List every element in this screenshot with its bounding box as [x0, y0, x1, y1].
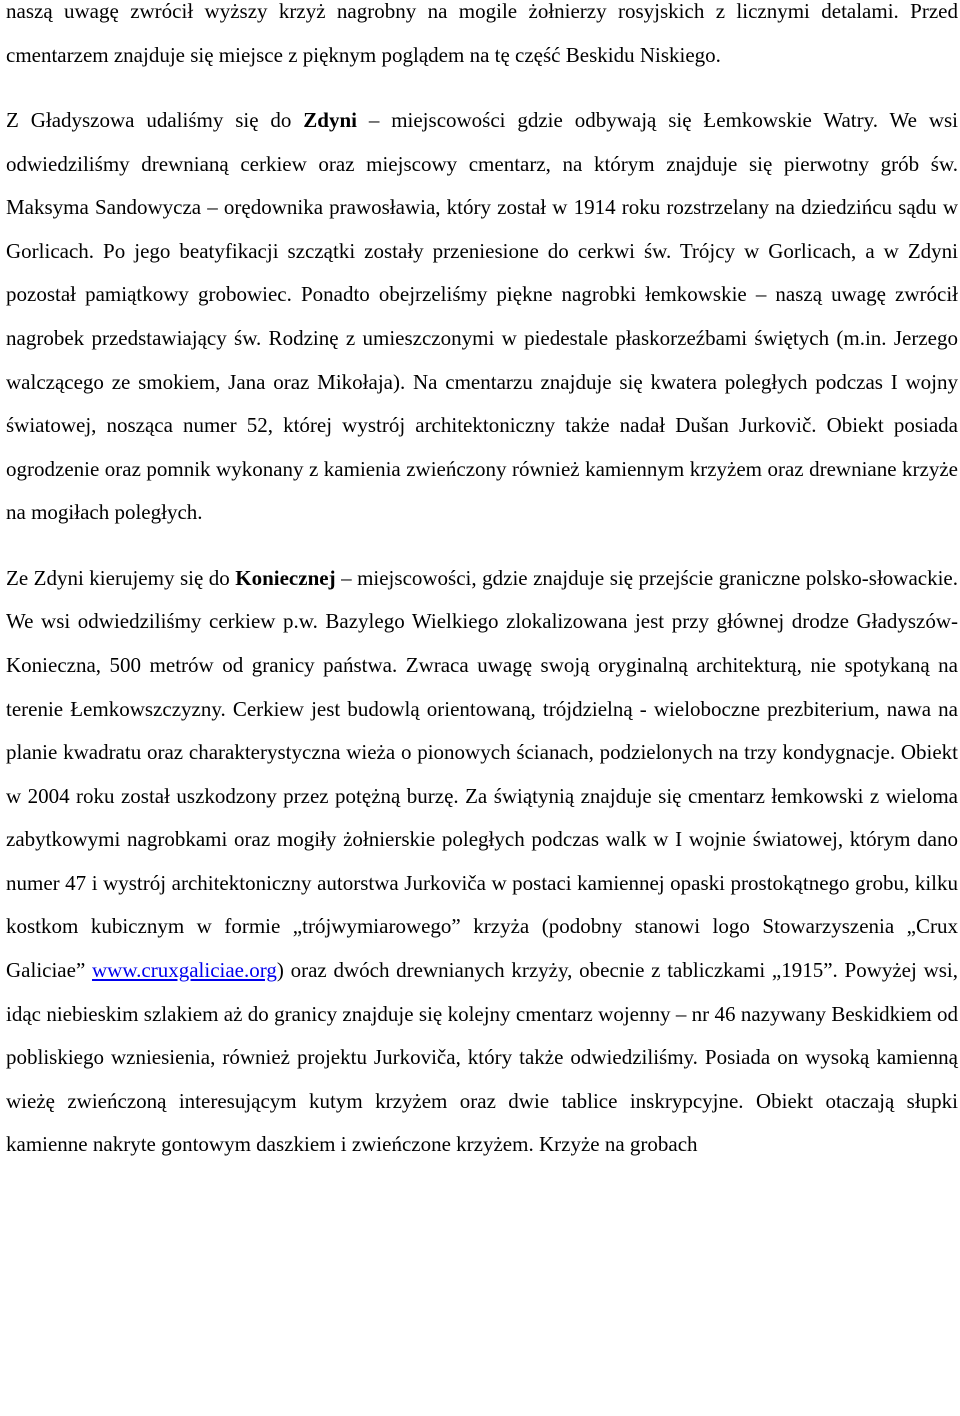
paragraph-zdynia — [6, 99, 958, 535]
place-name-konieczna: Koniecznej — [235, 565, 336, 590]
paragraph-text-middle: – miejscowości, gdzie znajduje się przejście graniczne polsko-słowackie. We wsi odwiedziliśmy cerkiew p.w. Bazylego Wielkiego zlokalizowana jest przy głównej drodze Gładyszów-Konieczna, 500 metrów od granicy państwa. Zwraca uwagę swoją oryginalną architekturą, nie spotykaną na terenie Łemkowszczyzny. Cerkiew jest budowlą orientowaną, trójdzielną - wieloboczne prezbiterium, nawa na planie kwadratu oraz charakterystyczna wieża o pionowych ścianach, podzielonych na trzy kondygnacje. Obiekt w 2004 roku został uszkodzony przez potężną burzę. Za świątynią znajduje się cmentarz łemkowski z wieloma zabytkowymi nagrobkami oraz mogiły żołnierskie poległych podczas walk w I wojnie światowej, którym dano numer 47 i wystrój architektoniczny autorstwa Jurkoviča w postaci kamiennej opaski prostokątnego grobu, kilku kostkom kubicznym w formie „trójwymiarowego” krzyża (podobny stanowi logo Stowarzyszenia „Crux Galiciae” — [6, 565, 958, 983]
paragraph-text-rest: – miejscowości gdzie odbywają się Łemkowskie Watry. We wsi odwiedziliśmy drewnianą cerkiew oraz miejscowy cmentarz, na którym znajduje się pierwotny grób św. Maksyma Sandowycza – orędownika prawosławia, który został w 1914 roku rozstrzelany na dziedzińcu sądu w Gorlicach. Po jego beatyfikacji szczątki zostały przeniesione do cerkwi św. Trójcy w Gorlicach, a w Zdyni pozostał pamiątkowy grobowiec. Ponadto obejrzeliśmy piękne nagrobki łemkowskie – naszą uwagę zwrócił nagrobek przedstawiający św. Rodzinę z umieszczonymi w piedestale płaskorzeźbami świętych (m.in. Jerzego walczącego ze smokiem, Jana oraz Mikołaja). Na cmentarzu znajduje się kwatera poległych podczas I wojny światowej, nosząca numer 52, której wystrój architektoniczny także nadał Dušan Jurkovič. Obiekt posiada ogrodzenie oraz pomnik wykonany z kamienia zwieńczony również kamiennym krzyżem oraz drewniane krzyże na mogiłach poległych. — [6, 107, 959, 525]
paragraph-gladyszow-cemetery — [6, 0, 958, 77]
paragraph-text-start: Ze Zdyni kierujemy się do — [6, 565, 236, 590]
paragraph-konieczna — [6, 557, 958, 1167]
paragraph-text-start: Z Gładyszowa udaliśmy się do — [6, 107, 304, 132]
place-name-zdynia: Zdyni — [303, 107, 357, 132]
cruxgaliciae-link[interactable]: www.cruxgaliciae.org — [92, 958, 277, 983]
paragraph-text-end: ) oraz dwóch drewnianych krzyży, obecnie z tabliczkami „1915”. Powyżej wsi, idąc niebieskim szlakiem aż do granicy znajduje się kolejny cmentarz wojenny – nr 46 nazywany Beskidkiem od pobliskiego wzniesienia, również projektu Jurkoviča, który także odwiedziliśmy. Posiada on wysoką kamienną wieżę zwieńczoną interesującym kutym krzyżem oraz dwie tablice inskrypcyjne. Obiekt otaczają słupki kamienne nakryte gontowym daszkiem i zwieńczone krzyżem. Krzyże na grobach — [6, 958, 958, 1157]
paragraph-text: naszą uwagę zwrócił wyższy krzyż nagrobny na mogile żołnierzy rosyjskich z licznymi detalami. Przed cmentarzem znajduje się miejsce z pięknym poglądem na tę część Beskidu Niskiego. — [6, 0, 958, 67]
